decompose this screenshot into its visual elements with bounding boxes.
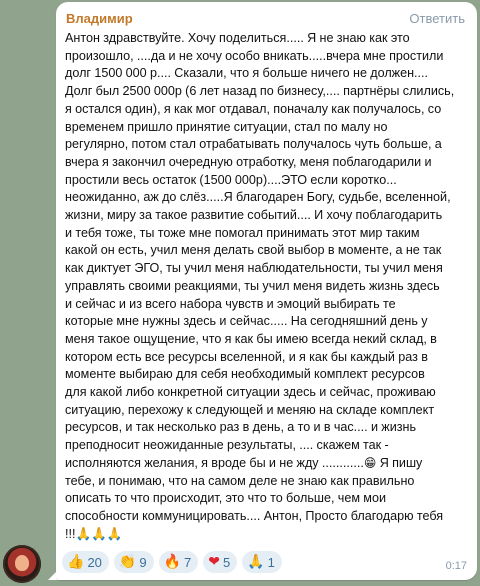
avatar-face (15, 555, 29, 571)
message-text-body: Антон здравствуйте. Хочу поделиться..... Я не знаю как это произошло, ....да и не хочу особо вникать.....вчера мне простили долг 1500 000 р.... Сказали, что я больше ничего не должен.... Долг был 2500 000р (6 лет назад по бизнесу,.... партнёры слились, я остался один), я как мог отдавал, поначалу как получалось, со временем пришло принятие ситуации, стал по малу но регулярно, потом стал отрабатывать получалось чуть больше, а вчера я закончил очередную отработку, меня поблагодарили и простили весь остаток (1500 000р)....ЭТО если коротко... неожиданно, аж до слёз.....Я благодарен Богу, судьбе, вселенной, жизни, миру за такое развитие событий.... И хочу поблагодарить и тебя тоже, ты тоже мне помогал принимать этот мир таким какой он есть, учил меня делать свой выбор в моменте, а не так как диктует ЭГО, ты учил меня наблюдательности, ты учил меня управлять своими реакциями, ты учил меня видеть жизнь здесь и сейчас и из всего набора чувств и эмоций выбирать те которые мне нужны здесь и сейчас..... На сегодняшний день у меня такое ощущение, что я как бы имею всегда некий склад, в котором есть все ресурсы вселенной, и я как бы каждый раз в моменте выбираю для себя необходимый комплект ресурсов для какой либо конкретной ситуации здесь и сейчас, проживаю ситуацию, перехожу к следующей и меняю на складе комплект ресурсов, и так несколько раз в день, а то и в час.... и жизнь преподносит неожиданные результаты, .... скажем так - исполняются желания, я вроде бы и не жду ............ (65, 31, 455, 470)
grinning-face-icon: 😁 (363, 455, 377, 470)
fire-icon: 🔥 (163, 554, 182, 570)
reactions-bar (62, 551, 282, 573)
message-timestamp: 0:17 (445, 560, 467, 572)
reply-button[interactable]: Ответить (409, 11, 465, 26)
reaction-thumbs-up[interactable] (62, 551, 109, 573)
reaction-praying[interactable] (242, 551, 282, 573)
message-bubble[interactable] (56, 2, 477, 580)
clapping-hands-icon: 👏 (118, 554, 137, 570)
message-text (65, 30, 472, 543)
reaction-heart[interactable] (203, 551, 237, 573)
reaction-count: 5 (222, 554, 231, 570)
reaction-count: 20 (87, 554, 102, 570)
reaction-clapping[interactable] (114, 551, 154, 573)
sender-name[interactable]: Владимир (66, 11, 133, 26)
reaction-count: 1 (267, 554, 275, 570)
thumbs-up-icon: 👍 (67, 554, 85, 570)
reaction-count: 7 (184, 554, 192, 570)
sender-avatar[interactable] (3, 545, 41, 583)
reaction-fire[interactable] (159, 551, 199, 573)
red-heart-icon: ❤ (208, 554, 220, 570)
praying-hands-icon: 🙏 (247, 554, 265, 570)
reaction-count: 9 (139, 554, 147, 570)
message-text-tail: Я пишу тебе, и понимаю, что на самом деле не знаю как правильно описать то что происходит, это что то больше, чем мои способности коммуницировать.... Антон, Просто благодарю тебя !!!🙏🙏🙏 (65, 455, 444, 541)
